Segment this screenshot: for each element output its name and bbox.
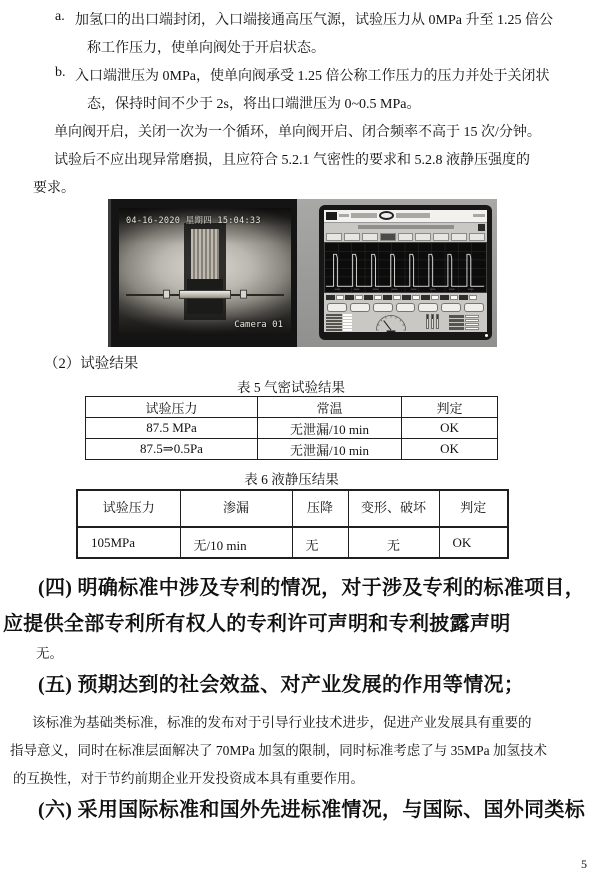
fixture-coil [191, 229, 219, 279]
valve-coupler [179, 290, 231, 299]
left-fitting [163, 289, 170, 298]
screen-tab [469, 233, 485, 242]
table6-cell: 无 [292, 527, 348, 558]
field-value-box [469, 295, 477, 300]
field-label-bar [440, 295, 449, 300]
list-item-a-line2: 称工作压力，使单向阀处于开启状态。 [87, 41, 325, 56]
list-marker-a: a. [55, 9, 65, 24]
header-text-bar [473, 214, 485, 217]
section4-body: 无。 [36, 646, 63, 661]
table5-header-row [86, 397, 498, 418]
slider-bar [431, 314, 434, 329]
test-photos [108, 199, 497, 347]
field-value-box [393, 295, 401, 300]
field-label-bar [345, 295, 354, 300]
section5-body-line3: 的互换性，对于节约前期企业开发投资成本具有重要作用。 [13, 771, 364, 786]
section5-body-line1: 该标准为基础类标准，标准的发布对于引导行业技术进步，促进产业发展具有重要的 [32, 715, 532, 730]
screen-title-bar [358, 225, 454, 229]
table5-cell: OK [402, 418, 498, 439]
table6-header-cell: 变形、破坏 [348, 490, 439, 527]
screen-button [418, 303, 438, 312]
table6-cell: 105MPa [77, 527, 180, 558]
camera-label: Camera 01 [234, 320, 283, 330]
table5-cell: OK [402, 439, 498, 460]
screen-button [373, 303, 393, 312]
table5-title: 表 5 气密试验结果 [237, 380, 345, 395]
header-text-bar [396, 213, 430, 218]
section6-heading: (六) 采用国际标准和国外先进标准情况，与国际、国外同类标 [38, 799, 586, 821]
vendor-logo-icon [326, 212, 337, 220]
screen-field-row [324, 293, 487, 302]
table5-cell: 87.5⇒0.5Pa [86, 439, 258, 460]
table5-cell: 87.5 MPa [86, 418, 258, 439]
enric-logo-icon [379, 211, 394, 220]
screen-button [396, 303, 416, 312]
table6-title: 表 6 液静压结果 [244, 472, 339, 487]
table6-header-cell: 试验压力 [77, 490, 180, 527]
screen-button [441, 303, 461, 312]
table5-row [86, 418, 498, 439]
screen-tab [362, 233, 378, 242]
screen-tab [344, 233, 360, 242]
screen-button [464, 303, 484, 312]
screen-bottom-panel [324, 313, 487, 332]
table6-cell: 无 [348, 527, 439, 558]
table6-cell: 无/10 min [180, 527, 292, 558]
table5-airtight-results [85, 396, 498, 460]
camera-photo [108, 199, 297, 347]
list-item-a-line1: 加氢口的出口端封闭，入口端接通高压气源，试验压力从 0MPa 升至 1.25 倍公 [75, 13, 553, 28]
screen-tab-active [380, 233, 396, 242]
field-label-bar [459, 295, 468, 300]
help-icon [478, 224, 485, 231]
table6-row [77, 527, 508, 558]
screen-title-row [324, 223, 487, 232]
monitor-photo [297, 199, 497, 347]
field-value-box [412, 295, 420, 300]
field-value-box [336, 295, 344, 300]
table5-header-cell: 试验压力 [86, 397, 258, 418]
camera-timestamp: 04-16-2020 星期四 15:04:33 [126, 216, 261, 226]
screen-tab [433, 233, 449, 242]
monitor-bezel [319, 205, 492, 340]
screen-header [324, 210, 487, 223]
field-value-box [431, 295, 439, 300]
screen-button [350, 303, 370, 312]
screen-tab [326, 233, 342, 242]
table6-cell: OK [439, 527, 508, 558]
field-label-bar [383, 295, 392, 300]
table5-header-cell: 判定 [402, 397, 498, 418]
power-led-icon [485, 334, 488, 337]
list-item-b-line2: 态，保持时间不少于 2s，将出口端泄压为 0~0.5 MPa。 [87, 97, 421, 112]
table6-header-row [77, 490, 508, 527]
list-marker-b: b. [55, 65, 66, 80]
field-label-bar [326, 295, 335, 300]
paragraph-wear-line2: 要求。 [33, 181, 75, 196]
paragraph-wear-line1: 试验后不应出现异常磨损，且应符合 5.2.1 气密性的要求和 5.2.8 液静压强度的 [54, 153, 530, 168]
table6-hydrostatic-results [76, 489, 509, 559]
status-label-column [326, 314, 356, 331]
table6-header-cell: 渗漏 [180, 490, 292, 527]
field-value-box [374, 295, 382, 300]
screen-button-row [324, 302, 487, 313]
header-text-bar [339, 214, 349, 217]
monitor-screen [324, 210, 487, 332]
paragraph-cycle: 单向阀开启，关闭一次为一个循环，单向阀开启、闭合频率不高于 15 次/分钟。 [54, 125, 541, 140]
pressure-cycle-chart [324, 242, 487, 293]
field-value-box [355, 295, 363, 300]
results-heading: （2）试验结果 [44, 356, 139, 372]
level-sliders [426, 314, 446, 331]
screen-tab-row [324, 232, 487, 243]
right-fitting [240, 289, 247, 298]
field-value-box [450, 295, 458, 300]
screen-tab [451, 233, 467, 242]
cylinder-photo [119, 208, 291, 336]
field-label-bar [402, 295, 411, 300]
section4-heading-line2: 应提供全部专利所有权人的专利许可声明和专利披露声明 [3, 613, 511, 635]
screen-tab [415, 233, 431, 242]
list-item-b-line1: 入口端泄压为 0MPa，使单向阀承受 1.25 倍公称工作压力的压力并处于关闭状 [75, 69, 550, 84]
valve-fixture [184, 223, 226, 320]
field-label-bar [421, 295, 430, 300]
table5-row [86, 439, 498, 460]
slider-bar [426, 314, 429, 329]
section5-heading: (五) 预期达到的社会效益、对产业发展的作用等情况； [38, 674, 525, 696]
screen-tab [398, 233, 414, 242]
slider-bar [436, 314, 439, 329]
table5-cell: 无泄漏/10 min [258, 439, 402, 460]
section4-heading-line1: (四) 明确标准中涉及专利的情况，对于涉及专利的标准项目， [38, 577, 586, 599]
table5-header-cell: 常温 [258, 397, 402, 418]
section5-body-line2: 指导意义，同时在标准层面解决了 70MPa 加氢的限制，同时标准考虑了与 35MPa 加氢技术 [10, 743, 548, 758]
page-number: 5 [581, 857, 587, 871]
screen-button [327, 303, 347, 312]
table5-cell: 无泄漏/10 min [258, 418, 402, 439]
pressure-gauge-icon [359, 314, 423, 331]
table6-header-cell: 压降 [292, 490, 348, 527]
parameter-column [449, 314, 485, 331]
header-text-bar [351, 213, 377, 218]
field-label-bar [364, 295, 373, 300]
table6-header-cell: 判定 [439, 490, 508, 527]
